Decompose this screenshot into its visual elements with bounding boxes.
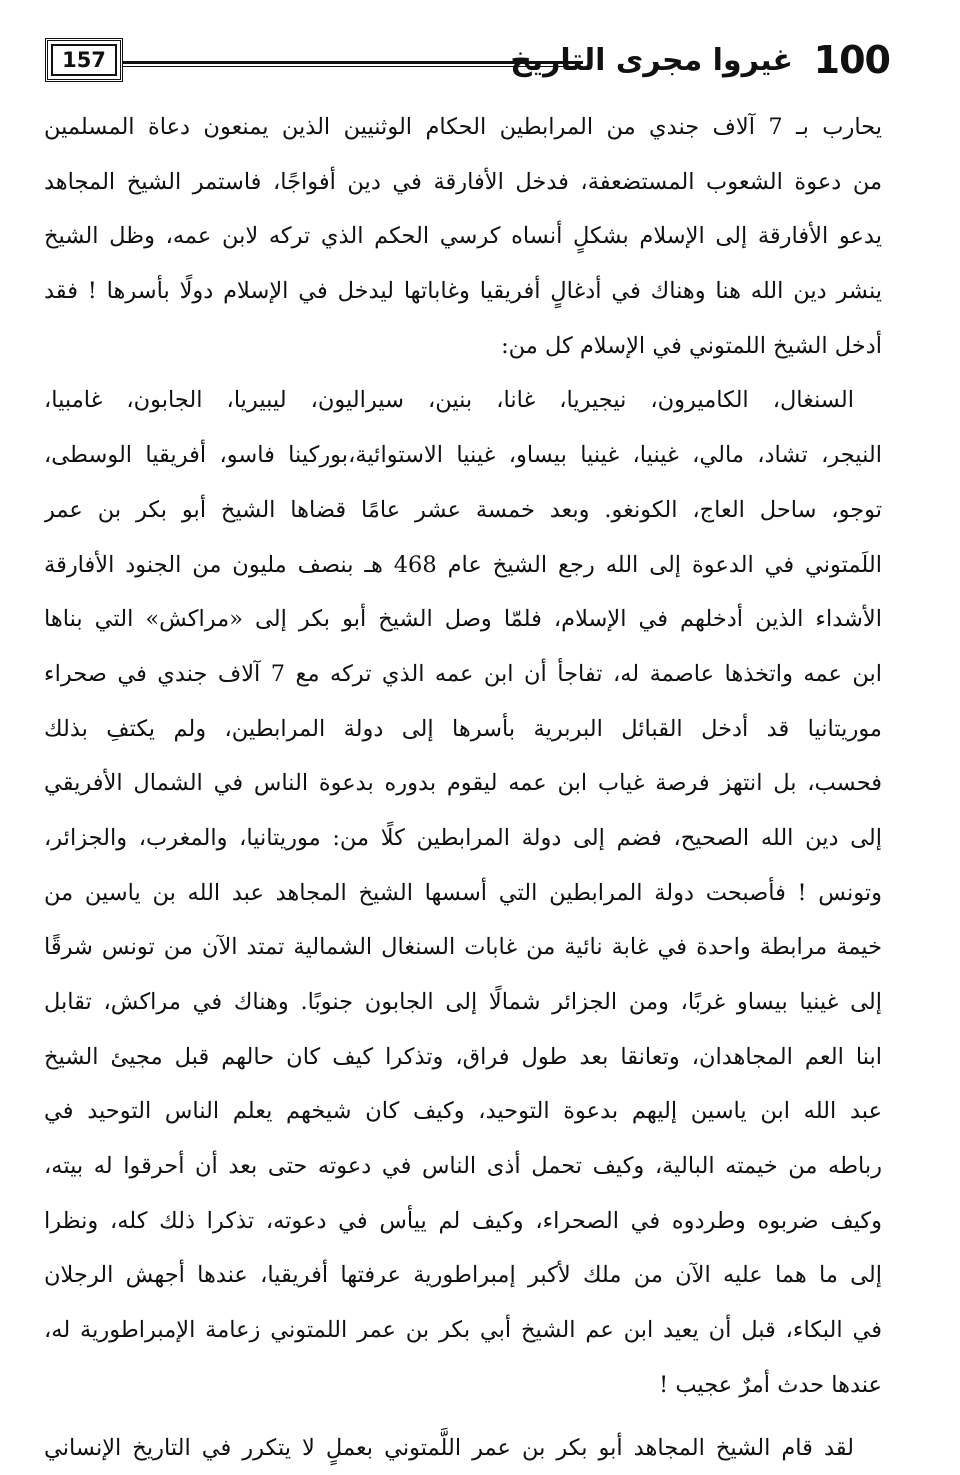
text-line: اللَمتوني في الدعوة إلى الله رجع الشيخ عام 468 هـ بنصف مليون من الجنود الأفارقة <box>44 538 882 593</box>
text-line: رباطه من خيمته البالية، وكيف تحمل أذى الناس في دعوته حتى بعد أن أحرقوا له بيته، <box>44 1139 882 1194</box>
book-number: 100 <box>814 32 890 88</box>
text-line: ينشر دين الله هنا وهناك في أدغالٍ أفريقيا وغاباتها ليدخل في الإسلام دولًا بأسرها ! فقد <box>44 264 882 319</box>
text-line: يحارب بـ 7 آلاف جندي من المرابطين الحكام الوثنيين الذين يمنعون دعاة المسلمين <box>44 100 882 155</box>
text-line: أدخل الشيخ اللمتوني في الإسلام كل من: <box>44 319 882 374</box>
text-line: وتونس ! فأصبحت دولة المرابطين التي أسسها الشيخ المجاهد عبد الله بن ياسين من <box>44 866 882 921</box>
text-line: السنغال، الكاميرون، نيجيريا، غانا، بنين، سيراليون، ليبيريا، الجابون، غامبيا، <box>44 373 882 428</box>
text-line: إلى دين الله الصحيح، فضم إلى دولة المرابطين كلًا من: موريتانيا، والمغرب، والجزائر، <box>44 811 882 866</box>
book-title: غيروا مجرى التاريخ <box>593 36 793 86</box>
text-line: توجو، ساحل العاج، الكونغو. وبعد خمسة عشر عامًا قضاها الشيخ أبو بكر بن عمر <box>44 483 882 538</box>
text-line: ابن عمه واتخذها عاصمة له، تفاجأ أن ابن عمه الذي تركه مع 7 آلاف جندي في صحراء <box>44 647 882 702</box>
text-line: موريتانيا قد أدخل القبائل البربرية بأسرها إلى دولة المرابطين، ولم يكتفِ بذلك <box>44 702 882 757</box>
text-line: الأشداء الذين أدخلهم في الإسلام، فلمّا وصل الشيخ أبو بكر إلى «مراكش» التي بناها <box>44 592 882 647</box>
text-line: خيمة مرابطة واحدة في غابة نائية من غابات السنغال الشمالية تمتد الآن من تونس شرقًا <box>44 920 882 975</box>
text-line: لقد قام الشيخ المجاهد أبو بكر بن عمر اللَّمتوني بعملٍ لا يتكرر في التاريخ الإنساني <box>44 1421 882 1475</box>
text-line: إلى غينيا بيساو غربًا، ومن الجزائر شمالًا إلى الجابون جنوبًا. وهناك في مراكش، تقابل <box>44 975 882 1030</box>
text-line: في البكاء، قبل أن يعيد ابن عم الشيخ أبي بكر بن عمر اللمتوني زعامة الإمبراطورية له، <box>44 1303 882 1358</box>
text-line: فحسب، بل انتهز فرصة غياب ابن عمه ليقوم بدوره بدعوة الناس في الشمال الأفريقي <box>44 756 882 811</box>
text-line: يدعو الأفارقة إلى الإسلام بشكلٍ أنساه كرسي الحكم الذي تركه لابن عمه، وظل الشيخ <box>44 209 882 264</box>
text-line: عبد الله ابن ياسين إليهم بدعوة التوحيد، وكيف كان شيخهم يعلم الناس التوحيد في <box>44 1084 882 1139</box>
body-text <box>44 100 882 1475</box>
page-header <box>45 28 890 94</box>
text-line: وكيف ضربوه وطردوه في الصحراء، وكيف لم ييأس في دعوته، تذكرا ذلك كله، ونظرا <box>44 1194 882 1249</box>
text-line: ابنا العم المجاهدان، وتعانقا بعد طول فراق، وتذكرا كيف كان حالهم قبل مجيئ الشيخ <box>44 1030 882 1085</box>
text-line: إلى ما هما عليه الآن من ملك لأكبر إمبراطورية عرفتها أفريقيا، عندها أجهش الرجلان <box>44 1248 882 1303</box>
page-number-box <box>45 38 123 82</box>
text-line: النيجر، تشاد، مالي، غينيا، غينيا بيساو، غينيا الاستوائية،بوركينا فاسو، أفريقيا الوسطى، <box>44 428 882 483</box>
text-line: عندها حدث أمرٌ عجيب ! <box>44 1358 882 1413</box>
page-number: 157 <box>62 48 106 72</box>
text-line: من دعوة الشعوب المستضعفة، فدخل الأفارقة في دين أفواجًا، فاستمر الشيخ المجاهد <box>44 155 882 210</box>
